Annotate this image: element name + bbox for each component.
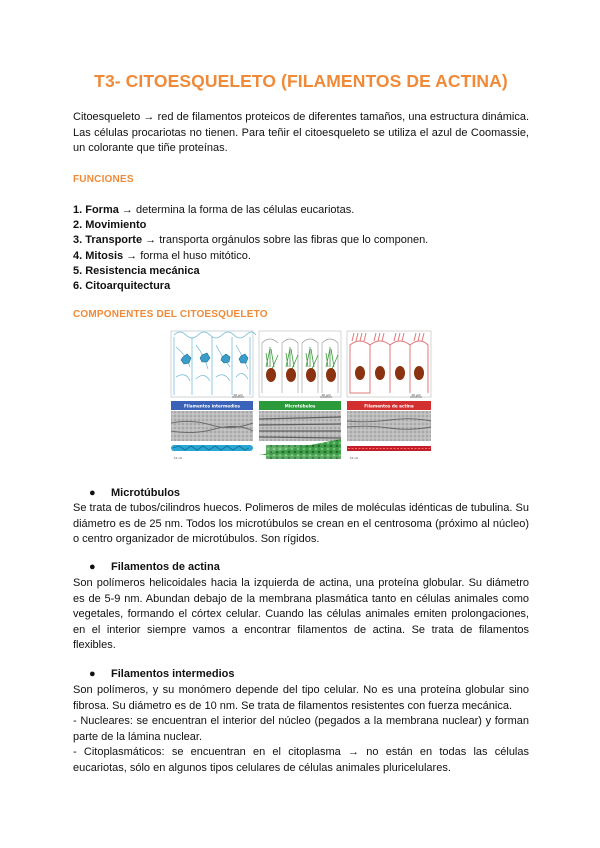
function-term: 1. Forma xyxy=(73,204,119,216)
components-heading: COMPONENTES DEL CITOESQUELETO xyxy=(73,309,268,320)
function-desc: → forma el huso mitótico. xyxy=(123,249,251,262)
function-term: 5. Resistencia mecánica xyxy=(73,264,200,277)
svg-text:10 nm: 10 nm xyxy=(174,457,183,460)
micrograph-microtubule xyxy=(259,411,341,441)
function-term: 4. Mitosis xyxy=(73,249,124,262)
intermedios-heading-text: Filamentos intermedios xyxy=(111,668,235,680)
bullet-dot: ● xyxy=(89,668,96,680)
microtubulos-heading xyxy=(89,487,180,499)
bullet-dot: ● xyxy=(89,487,96,499)
panel-intermediate-cells xyxy=(171,331,256,397)
label-actin: Filamentos de actina xyxy=(364,403,414,409)
label-microtubule: Microtúbulos xyxy=(284,403,316,409)
bullet-dot: ● xyxy=(89,561,96,573)
microtubulos-heading-text: Microtúbulos xyxy=(111,487,181,499)
panel-microtubule-cells xyxy=(259,331,341,397)
actina-heading-text: Filamentos de actina xyxy=(111,561,220,573)
scale-label-intermediate: 10 µm xyxy=(233,393,243,397)
function-item xyxy=(73,279,529,294)
scale-label-actin: 10 µm xyxy=(411,393,421,397)
intro-paragraph: Citoesqueleto → red de filamentos proteicos de diferentes tamaños, una estructura dinámica. Las células procariotas no tienen. Para teñir el citoesqueleto se utiliza el azul de Coomassie, un colorante que tiñe proteínas. xyxy=(73,111,529,155)
microtubulos-paragraph: Se trata de tubos/cilindros huecos. Polimeros de miles de moléculas idénticas de tubulina. Su diámetro es de 25 nm. Todos los microtúbulos se crean en el centrosoma (próximo al núcleo) o centro organizador de microtúbulos. Son rígidos. xyxy=(73,502,529,546)
intermedios-heading xyxy=(89,668,234,680)
functions-heading: FUNCIONES xyxy=(73,174,134,185)
function-item xyxy=(73,249,529,264)
function-term: 6. Citoarquitectura xyxy=(73,280,171,293)
actina-heading xyxy=(89,561,220,573)
svg-text:10 nm: 10 nm xyxy=(350,457,359,460)
function-item xyxy=(73,233,529,248)
actina-paragraph: Son polímeros helicoidales hacia la izquierda de actina, una proteína globular. Su diámetro es de 5-9 nm. Abundan debajo de la membrana plasmática tanto en células animales como vegetales, formando el córtex celular. Cuando las células animales emiten prolongaciones, en el interior siempre vamos a encontrar filamentos de actina. Se trata de filamentos flexibles. xyxy=(73,577,529,652)
function-desc: → transporta orgánulos sobre las fibras que lo componen. xyxy=(142,234,429,247)
function-item xyxy=(73,203,529,218)
function-term: 3. Transporte xyxy=(73,234,143,247)
page-title: T3- CITOESQUELETO (FILAMENTOS DE ACTINA) xyxy=(94,71,508,91)
function-item xyxy=(73,218,529,233)
intermedios-nucleares: - Nucleares: se encuentran el interior del núcleo (pegados a la membrana nuclear) y forman parte de la lámina nuclear. xyxy=(73,715,529,743)
panel-actin-cells xyxy=(347,331,431,397)
function-item xyxy=(73,264,529,279)
label-intermediate: Filamentos intermedios xyxy=(184,403,240,409)
functions-list xyxy=(73,203,529,294)
cytoskeleton-figure xyxy=(170,327,432,467)
function-desc: → determina la forma de las células eucariotas. xyxy=(118,204,355,216)
intermedios-paragraph: Son polímeros, y su monómero depende del tipo celular. No es una proteína globular sino fibrosa. Su diámetro es de 10 nm. Se trata de filamentos resistentes con fuerza mecánica. xyxy=(73,684,529,712)
scale-label-microtubule: 10 µm xyxy=(321,393,331,397)
intermedios-citoplasmaticos: - Citoplasmáticos: se encuentran en el citoplasma → no están en todas las células eucariotas, sólo en algunos tipos celulares de células animales pluricelulares. xyxy=(73,746,529,774)
function-term: 2. Movimiento xyxy=(73,219,147,232)
